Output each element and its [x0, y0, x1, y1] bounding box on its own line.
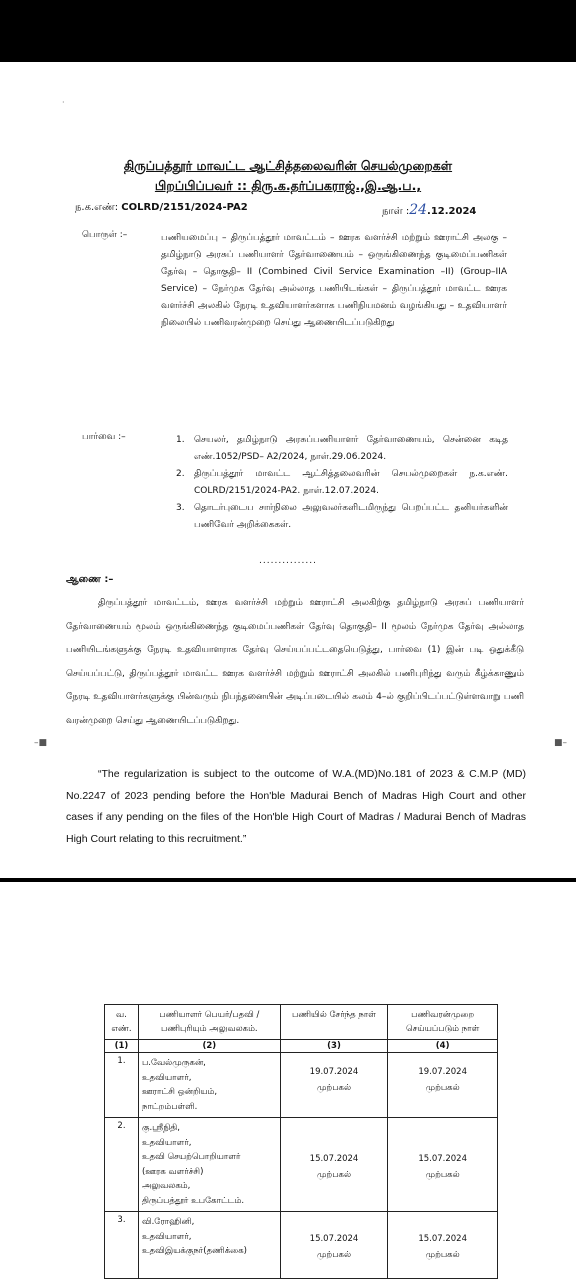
- column-number: (1): [105, 1040, 139, 1053]
- regularization-quote: “The regularization is subject to the outcome of W.A.(MD)No.181 of 2023 & C.M.P (MD) No.2247 of 2023 pending before the Hon'ble Madurai Bench of Madras High Court and other cases if any pending on the files of the Hon'ble High Court of Madras / Madurai Bench of Madras High Court relating to this recruitment.”: [66, 768, 526, 845]
- employee-line: நாட்றம்பள்ளி.: [141, 1101, 198, 1112]
- reference-item-number: 3.: [176, 503, 185, 513]
- table-header-name: பணியாளர் பெயர்/பதவி /பணிபுரியும் அலுவலகம்.: [138, 1005, 280, 1040]
- document-page-1: [0, 62, 576, 878]
- reference-item: [172, 500, 508, 534]
- reference-item-text: திருப்பத்தூர் மாவட்ட ஆட்சித்தலைவரின் செயல்முறைகள் ந.க.எண். COLRD/2151/2024-PA2. நாள்.12.07.2024.: [194, 469, 508, 496]
- reference-item-number: 1.: [176, 435, 185, 445]
- table-header-reg-date: பணிவரன்முறை செய்யப்படும் நாள்: [388, 1005, 498, 1040]
- employee-line: உதவிஇயக்குநர்(தணிக்கை): [141, 1246, 247, 1256]
- reference-number-value: COLRD/2151/2024-PA2: [121, 202, 248, 213]
- date-day-handwritten: 24: [409, 202, 428, 218]
- table-header-sn: வ. எண்.: [105, 1005, 139, 1040]
- date-label: நாள் :: [382, 206, 410, 217]
- document-date: [382, 202, 476, 218]
- row-reg-date: [388, 1212, 498, 1279]
- scan-speck: ·: [62, 98, 65, 107]
- reference-number-label: ந.க.எண்:: [75, 202, 119, 213]
- join-session-value: முற்பகல்: [316, 1083, 352, 1093]
- join-date-value: 15.07.2024: [309, 1154, 359, 1164]
- employee-line: உதவியாளர்,: [141, 1137, 192, 1148]
- join-session-value: முற்பகல்: [316, 1250, 352, 1260]
- table-row: [105, 1053, 498, 1118]
- employee-line: உதவியாளர்,: [141, 1072, 192, 1083]
- row-reg-date: [388, 1118, 498, 1212]
- order-label: ஆணை :–: [66, 574, 114, 585]
- table-header-row: [105, 1005, 498, 1040]
- column-number: (4): [388, 1040, 498, 1053]
- employee-line: வி.ரோஹினி,: [141, 1217, 195, 1227]
- reg-session-value: முற்பகல்: [425, 1170, 460, 1180]
- column-number: (2): [138, 1040, 280, 1053]
- section-separator: ...............: [259, 556, 317, 566]
- employee-line: ஊராட்சி ஒன்றியம்,: [141, 1087, 218, 1097]
- date-rest: .12.2024: [427, 206, 477, 217]
- subject-label: பொருள் :–: [82, 230, 128, 240]
- reference-item: [172, 432, 508, 466]
- reference-item-text: தொடர்புடைய சார்நிலை அலுவலர்களிடமிருந்து பெறப்பட்ட தனியர்களின் பணிவேர் அறிக்கைகள்.: [194, 503, 508, 530]
- regularization-table: [104, 1004, 498, 1279]
- reference-item-text: செயலர், தமிழ்நாடு அரசுப்பணியாளர் தேர்வாணையம், சென்னை கடித எண்.1052/PSD– A2/2024, நாள்.29.06.2024.: [194, 435, 508, 462]
- table-row: [105, 1118, 498, 1212]
- reg-date-value: 15.07.2024: [418, 1154, 467, 1164]
- join-date-value: 15.07.2024: [309, 1234, 359, 1244]
- row-serial: 1.: [105, 1053, 139, 1118]
- left-margin-mark: –■: [34, 738, 48, 748]
- employee-line: கு.ஸ்ரீநிதி,: [141, 1123, 180, 1133]
- references-list: [172, 432, 508, 534]
- reference-item-number: 2.: [176, 469, 185, 479]
- reg-date-value: 15.07.2024: [418, 1234, 467, 1244]
- table-column-number-row: [105, 1040, 498, 1053]
- row-employee: [138, 1053, 280, 1118]
- table-header-join-date: பணியில் சேர்ந்த நாள்: [280, 1005, 388, 1040]
- row-join-date: [280, 1212, 388, 1279]
- right-margin-mark: ■–: [554, 738, 568, 748]
- row-reg-date: [388, 1053, 498, 1118]
- header-issuer: பிறப்பிப்பவர் :: திரு.க.தர்ப்பகராஜ்.,இ.ஆ.ப.,: [154, 178, 422, 193]
- row-join-date: [280, 1118, 388, 1212]
- row-employee: [138, 1118, 280, 1212]
- references-label: பார்வை :–: [82, 432, 126, 442]
- reference-number: [75, 202, 248, 214]
- employee-line: திருப்பத்தூர் உபகோட்டம்.: [141, 1195, 245, 1206]
- join-session-value: முற்பகல்: [316, 1170, 352, 1180]
- row-serial: 2.: [105, 1118, 139, 1212]
- row-employee: [138, 1212, 280, 1279]
- subject-text: பணியமைப்பு – திருப்பத்தூர் மாவட்டம் – ஊரக வளர்ச்சி மற்றும் ஊராட்சி அலகு – தமிழ்நாடு அரசுப் பணியாளர் தேர்வாணையம் – ஒருங்கிணைந்த குடிமைப்பணிகள் தேர்வு – தொகுதி– II (Combined Civil Service Examination –II) (Group–IIA Service) – நேர்முக தேர்வு அல்லாத பணியிடங்கள் – திருப்பத்தூர் மாவட்ட ஊரக வளர்ச்சி அலகில் நேரடி உதவியாளர்களாக பணிநியமனம் வழங்கியது – உதவியாளர் நிலையில் பணிவரன்முறை செய்து ஆணையிடப்படுகிறது: [161, 233, 507, 328]
- employee-line: அலுவலகம்,: [141, 1181, 191, 1191]
- reg-session-value: முற்பகல்: [425, 1250, 460, 1260]
- order-body: திருப்பத்தூர் மாவட்டம், ஊரக வளர்ச்சி மற்றும் ஊராட்சி அலகிற்கு தமிழ்நாடு அரசுப் பணியாளர் தேர்வாணையம் மூலம் ஒருங்கிணைந்த குடிமைப்பணிகள் தேர்வு தொகுதி– II மூலம் நேர்முக தேர்வு அல்லாத பணியிடங்களுக்கு நேரடி உதவியாளராக தேர்வு செய்யப்பட்டதையெடுத்து, பார்வை (1) இன் படி ஒதுக்கீடு செய்யப்பட்டு, திருப்பத்தூர் மாவட்ட ஊரக வளர்ச்சி மற்றும் ஊராட்சி அலகில் பணிபுரிந்து வரும் கீழ்க்காணும் நேரடி உதவியாளர்களுக்கு பின்வரும் நிபந்தனையின் அடிப்படையில் கலம் 4–ல் குறிப்பிடப்பட்டுள்ளவாறு பணி வரன்முறை செய்து ஆணையிடப்படுகிறது.: [66, 598, 524, 726]
- row-serial: 3.: [105, 1212, 139, 1279]
- employee-line: ப.வேல்முருகன்,: [141, 1058, 206, 1068]
- document-page-2: [0, 882, 576, 1280]
- reg-date-value: 19.07.2024: [418, 1067, 467, 1077]
- join-date-value: 19.07.2024: [309, 1067, 359, 1077]
- reference-item: [172, 466, 508, 500]
- employee-line: (ஊரக வளர்ச்சி): [141, 1166, 204, 1177]
- employee-line: உதவியாளர்,: [141, 1231, 192, 1242]
- header-title: திருப்பத்தூர் மாவட்ட ஆட்சித்தலைவரின் செயல்முறைகள்: [123, 158, 453, 173]
- reg-session-value: முற்பகல்: [425, 1083, 460, 1093]
- row-join-date: [280, 1053, 388, 1118]
- table-row: [105, 1212, 498, 1279]
- column-number: (3): [280, 1040, 388, 1053]
- employee-line: உதவி செயற்பொறியாளர்: [141, 1152, 241, 1162]
